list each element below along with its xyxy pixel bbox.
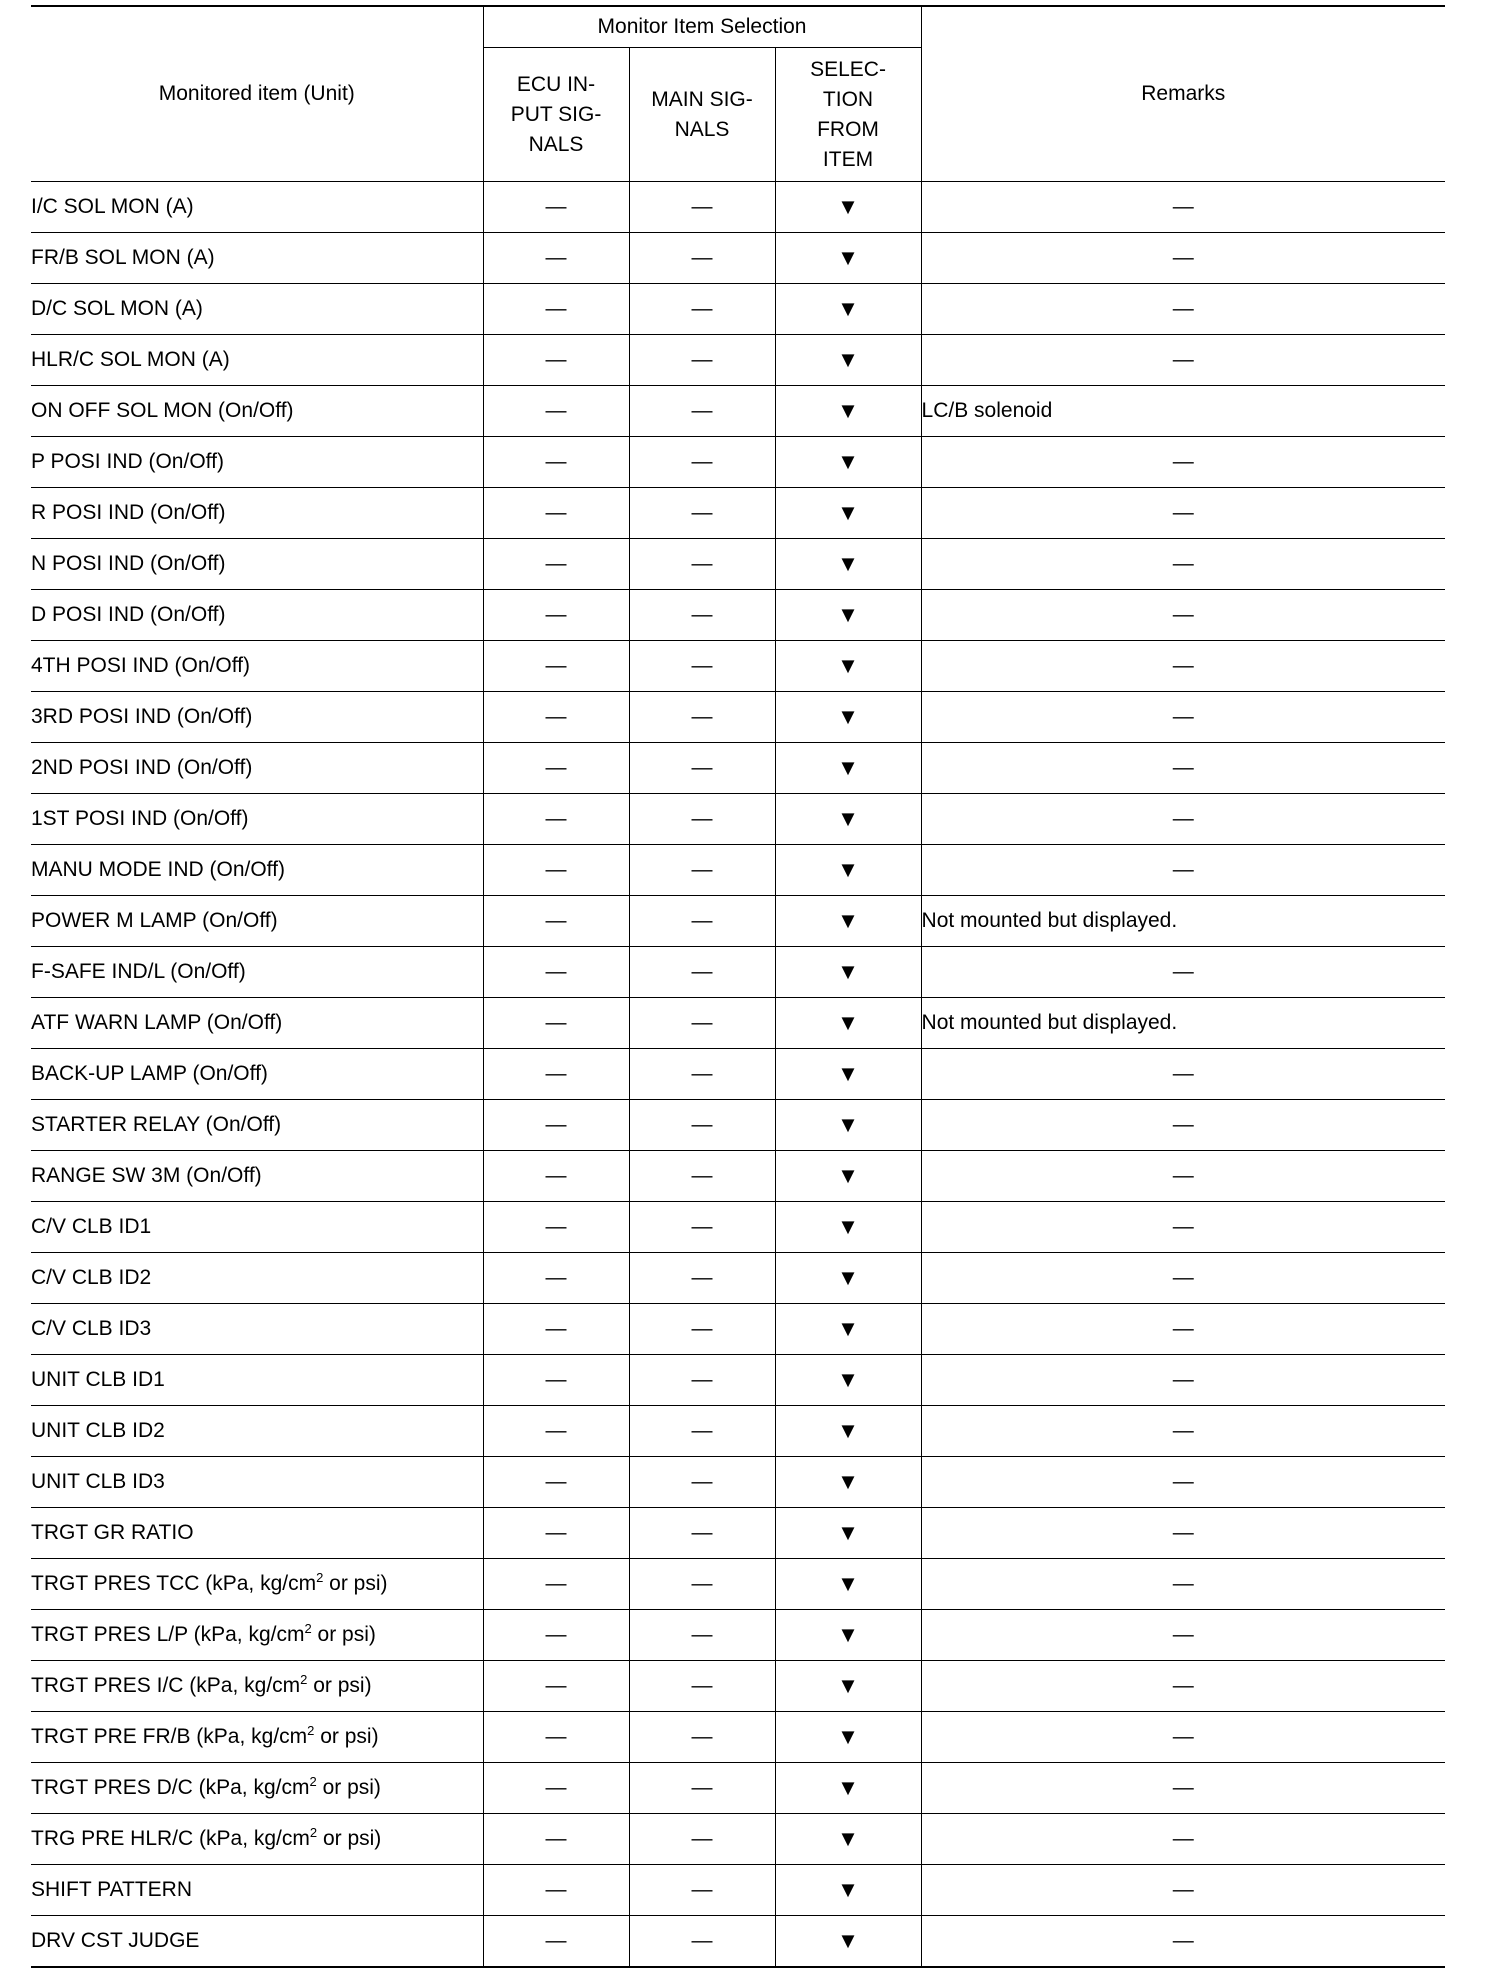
table-row [31,1916,1445,1968]
monitored-item-cell [31,947,483,998]
ecu-input-signals-cell: — [483,386,629,437]
monitored-item-label: N POSI IND (On/Off) [31,552,226,575]
monitored-item-cell [31,1457,483,1508]
remarks-cell: — [921,1814,1445,1865]
monitored-item-unit-suffix: or psi) [307,1674,372,1697]
main-signals-cell: — [629,1610,775,1661]
ecu-input-signals-cell: — [483,182,629,233]
selection-from-item-marker: ▼ [775,1865,921,1916]
main-signals-cell: — [629,998,775,1049]
selection-from-item-marker: ▼ [775,182,921,233]
monitored-item-label: C/V CLB ID2 [31,1266,152,1289]
table-row [31,1202,1445,1253]
selection-from-item-marker: ▼ [775,1253,921,1304]
monitored-item-label: D/C SOL MON (A) [31,297,203,320]
selection-from-item-marker: ▼ [775,641,921,692]
monitored-item-cell [31,1610,483,1661]
ecu-input-signals-cell: — [483,284,629,335]
monitored-item-unit-suffix: or psi) [316,1776,381,1799]
remarks-cell: — [921,743,1445,794]
header-remarks: Remarks [921,6,1445,182]
monitored-item-cell [31,1406,483,1457]
remarks-cell: — [921,1100,1445,1151]
main-signals-cell: — [629,1712,775,1763]
monitored-item-label: TRGT GR RATIO [31,1521,194,1544]
table-row [31,1559,1445,1610]
selection-from-item-marker: ▼ [775,386,921,437]
selection-from-item-marker: ▼ [775,896,921,947]
main-signals-cell: — [629,1559,775,1610]
monitored-item-label: D POSI IND (On/Off) [31,603,226,626]
remarks-cell: — [921,539,1445,590]
remarks-cell: — [921,1610,1445,1661]
selection-from-item-marker: ▼ [775,692,921,743]
ecu-input-signals-cell: — [483,641,629,692]
remarks-cell: — [921,641,1445,692]
monitored-item-label: TRG PRE HLR/C (kPa, kg/cm [31,1827,310,1850]
table-row [31,641,1445,692]
remarks-cell: — [921,488,1445,539]
unit-superscript: 2 [309,1825,318,1840]
monitored-item-cell [31,896,483,947]
monitored-item-cell [31,1865,483,1916]
remarks-cell: — [921,1865,1445,1916]
ecu-input-signals-cell: — [483,488,629,539]
header-ecu-input-signals [483,48,629,182]
table-row [31,947,1445,998]
table-row [31,845,1445,896]
table-row [31,1814,1445,1865]
main-signals-cell: — [629,947,775,998]
main-signals-cell: — [629,692,775,743]
ecu-input-signals-cell: — [483,896,629,947]
main-signals-cell: — [629,182,775,233]
table-row [31,1763,1445,1814]
remarks-cell: — [921,794,1445,845]
remarks-cell: — [921,182,1445,233]
main-signals-cell: — [629,1151,775,1202]
ecu-input-signals-cell: — [483,947,629,998]
header-main-signals [629,48,775,182]
ecu-input-signals-cell: — [483,1406,629,1457]
table-row [31,1865,1445,1916]
remarks-cell: — [921,1253,1445,1304]
selection-from-item-marker: ▼ [775,1151,921,1202]
monitored-item-label: C/V CLB ID1 [31,1215,152,1238]
header-selection-line: TION [822,87,874,111]
monitored-item-cell [31,641,483,692]
main-signals-cell: — [629,590,775,641]
selection-from-item-marker: ▼ [775,590,921,641]
ecu-input-signals-cell: — [483,590,629,641]
ecu-input-signals-cell: — [483,1457,629,1508]
monitored-item-label: FR/B SOL MON (A) [31,246,215,269]
main-signals-cell: — [629,1763,775,1814]
remarks-cell: — [921,1151,1445,1202]
ecu-input-signals-cell: — [483,794,629,845]
monitored-item-label: ATF WARN LAMP (On/Off) [31,1011,283,1034]
ecu-input-signals-cell: — [483,233,629,284]
monitored-item-label: SHIFT PATTERN [31,1878,193,1901]
monitored-item-cell [31,539,483,590]
monitored-item-unit-suffix: or psi) [323,1572,388,1595]
remarks-cell: — [921,1202,1445,1253]
remarks-cell: Not mounted but displayed. [921,998,1445,1049]
ecu-input-signals-cell: — [483,743,629,794]
main-signals-cell: — [629,743,775,794]
monitored-item-cell [31,1763,483,1814]
header-selection-from-item [775,48,921,182]
table-row [31,1508,1445,1559]
selection-from-item-marker: ▼ [775,1814,921,1865]
monitored-item-label: F-SAFE IND/L (On/Off) [31,960,246,983]
remarks-cell: — [921,1661,1445,1712]
table-row [31,896,1445,947]
monitored-item-cell [31,1100,483,1151]
monitored-item-label: MANU MODE IND (On/Off) [31,858,285,881]
selection-from-item-marker: ▼ [775,1202,921,1253]
selection-from-item-marker: ▼ [775,1763,921,1814]
remarks-cell: — [921,1406,1445,1457]
selection-from-item-marker: ▼ [775,1457,921,1508]
remarks-cell: — [921,1304,1445,1355]
selection-from-item-marker: ▼ [775,1304,921,1355]
monitored-item-label: 1ST POSI IND (On/Off) [31,807,249,830]
table-row [31,1661,1445,1712]
monitored-item-cell [31,1712,483,1763]
ecu-input-signals-cell: — [483,692,629,743]
monitored-item-cell [31,284,483,335]
monitored-item-cell [31,845,483,896]
ecu-input-signals-cell: — [483,1202,629,1253]
ecu-input-signals-cell: — [483,1304,629,1355]
table-row [31,488,1445,539]
remarks-cell: — [921,947,1445,998]
monitored-item-label: HLR/C SOL MON (A) [31,348,230,371]
monitored-item-cell [31,488,483,539]
monitored-item-cell [31,335,483,386]
main-signals-cell: — [629,1202,775,1253]
main-signals-cell: — [629,1865,775,1916]
ecu-input-signals-cell: — [483,1610,629,1661]
monitored-item-label: POWER M LAMP (On/Off) [31,909,278,932]
selection-from-item-marker: ▼ [775,488,921,539]
selection-from-item-marker: ▼ [775,998,921,1049]
main-signals-cell: — [629,233,775,284]
table-row [31,1100,1445,1151]
selection-from-item-marker: ▼ [775,1049,921,1100]
main-signals-cell: — [629,1508,775,1559]
monitored-item-label: STARTER RELAY (On/Off) [31,1113,282,1136]
ecu-input-signals-cell: — [483,539,629,590]
selection-from-item-marker: ▼ [775,1508,921,1559]
remarks-cell: — [921,1763,1445,1814]
main-signals-cell: — [629,1814,775,1865]
unit-superscript: 2 [304,1621,312,1636]
header-selection-line: FROM [817,117,879,141]
main-signals-cell: — [629,1457,775,1508]
monitored-item-cell [31,590,483,641]
selection-from-item-marker: ▼ [775,743,921,794]
ecu-input-signals-cell: — [483,998,629,1049]
header-selection-line: SELEC- [810,57,886,81]
main-signals-cell: — [629,1406,775,1457]
monitored-item-cell [31,1814,483,1865]
ecu-input-signals-cell: — [483,1508,629,1559]
ecu-input-signals-cell: — [483,1253,629,1304]
table-row [31,743,1445,794]
monitored-item-label: 3RD POSI IND (On/Off) [31,705,253,728]
table-row [31,998,1445,1049]
selection-from-item-marker: ▼ [775,845,921,896]
ecu-input-signals-cell: — [483,1049,629,1100]
table-row [31,284,1445,335]
monitored-item-label: ON OFF SOL MON (On/Off) [31,399,294,422]
ecu-input-signals-cell: — [483,437,629,488]
monitored-item-cell [31,1151,483,1202]
unit-superscript: 2 [300,1672,308,1687]
monitored-item-cell [31,794,483,845]
ecu-input-signals-cell: — [483,1355,629,1406]
monitored-item-cell [31,1355,483,1406]
selection-from-item-marker: ▼ [775,1406,921,1457]
ecu-input-signals-cell: — [483,1763,629,1814]
selection-from-item-marker: ▼ [775,1100,921,1151]
monitor-item-table [31,5,1445,1968]
main-signals-cell: — [629,539,775,590]
main-signals-cell: — [629,386,775,437]
monitored-item-label: R POSI IND (On/Off) [31,501,226,524]
main-signals-cell: — [629,641,775,692]
table-row [31,1712,1445,1763]
ecu-input-signals-cell: — [483,1712,629,1763]
monitored-item-cell [31,1559,483,1610]
monitored-item-cell [31,233,483,284]
selection-from-item-marker: ▼ [775,1712,921,1763]
header-selection-line: ITEM [822,147,874,171]
ecu-input-signals-cell: — [483,1100,629,1151]
selection-from-item-marker: ▼ [775,1355,921,1406]
selection-from-item-marker: ▼ [775,539,921,590]
monitored-item-label: DRV CST JUDGE [31,1929,200,1952]
remarks-cell: — [921,1559,1445,1610]
table-row [31,539,1445,590]
unit-superscript: 2 [307,1723,315,1738]
main-signals-cell: — [629,1355,775,1406]
table-row [31,1253,1445,1304]
remarks-cell: — [921,1508,1445,1559]
monitored-item-label: UNIT CLB ID3 [31,1470,165,1493]
main-signals-cell: — [629,1253,775,1304]
monitored-item-cell [31,1661,483,1712]
ecu-input-signals-cell: — [483,1865,629,1916]
main-signals-cell: — [629,1304,775,1355]
table-row [31,1355,1445,1406]
selection-from-item-marker: ▼ [775,947,921,998]
header-main-line: MAIN SIG- [651,87,753,111]
table-row [31,1304,1445,1355]
monitored-item-cell [31,1202,483,1253]
ecu-input-signals-cell: — [483,1814,629,1865]
main-signals-cell: — [629,794,775,845]
header-ecu-line: NALS [528,132,584,156]
remarks-cell: — [921,1049,1445,1100]
selection-from-item-marker: ▼ [775,1610,921,1661]
remarks-cell: — [921,1457,1445,1508]
monitored-item-label: TRGT PRES D/C (kPa, kg/cm [31,1776,310,1799]
remarks-cell: — [921,437,1445,488]
main-signals-cell: — [629,1100,775,1151]
main-signals-cell: — [629,1661,775,1712]
monitored-item-cell [31,998,483,1049]
monitored-item-unit-suffix: or psi) [314,1725,379,1748]
table-row [31,233,1445,284]
monitored-item-cell [31,1916,483,1968]
monitored-item-label: TRGT PRES I/C (kPa, kg/cm [31,1674,301,1697]
remarks-cell: — [921,692,1445,743]
main-signals-cell: — [629,335,775,386]
remarks-cell: — [921,335,1445,386]
monitored-item-cell [31,437,483,488]
monitored-item-cell [31,692,483,743]
ecu-input-signals-cell: — [483,1916,629,1968]
monitored-item-label: TRGT PRE FR/B (kPa, kg/cm [31,1725,308,1748]
table-row [31,1406,1445,1457]
ecu-input-signals-cell: — [483,335,629,386]
table-row [31,1151,1445,1202]
main-signals-cell: — [629,437,775,488]
monitored-item-cell [31,182,483,233]
header-main-line: NALS [674,117,730,141]
remarks-cell: — [921,1355,1445,1406]
monitored-item-cell [31,1304,483,1355]
monitored-item-cell [31,386,483,437]
monitored-item-label: C/V CLB ID3 [31,1317,152,1340]
monitored-item-label: TRGT PRES L/P (kPa, kg/cm [31,1623,305,1646]
remarks-cell: — [921,233,1445,284]
monitored-item-cell [31,1508,483,1559]
monitored-item-cell [31,1049,483,1100]
remarks-cell: — [921,845,1445,896]
monitored-item-label: P POSI IND (On/Off) [31,450,224,473]
main-signals-cell: — [629,845,775,896]
table-row [31,794,1445,845]
selection-from-item-marker: ▼ [775,1559,921,1610]
remarks-cell: LC/B solenoid [921,386,1445,437]
selection-from-item-marker: ▼ [775,335,921,386]
monitored-item-label: UNIT CLB ID2 [31,1419,165,1442]
table-row [31,1049,1445,1100]
table-body [31,182,1445,1968]
selection-from-item-marker: ▼ [775,437,921,488]
main-signals-cell: — [629,284,775,335]
selection-from-item-marker: ▼ [775,233,921,284]
monitored-item-unit-suffix: or psi) [311,1623,376,1646]
remarks-cell: — [921,1916,1445,1968]
table-row [31,692,1445,743]
monitored-item-label: UNIT CLB ID1 [31,1368,165,1391]
monitored-item-label: TRGT PRES TCC (kPa, kg/cm [31,1572,317,1595]
monitored-item-label: RANGE SW 3M (On/Off) [31,1164,262,1187]
unit-superscript: 2 [309,1774,317,1789]
table-row [31,590,1445,641]
ecu-input-signals-cell: — [483,1151,629,1202]
monitored-item-label: I/C SOL MON (A) [31,195,194,218]
header-monitored-item: Monitored item (Unit) [31,6,483,182]
header-ecu-line: PUT SIG- [510,102,602,126]
unit-superscript: 2 [316,1570,324,1585]
remarks-cell: — [921,1712,1445,1763]
table-row [31,437,1445,488]
remarks-cell: — [921,284,1445,335]
monitored-item-label: BACK-UP LAMP (On/Off) [31,1062,268,1085]
header-monitor-item-selection: Monitor Item Selection [483,6,921,48]
selection-from-item-marker: ▼ [775,1661,921,1712]
ecu-input-signals-cell: — [483,845,629,896]
monitored-item-label: 4TH POSI IND (On/Off) [31,654,250,677]
ecu-input-signals-cell: — [483,1559,629,1610]
monitored-item-cell [31,1253,483,1304]
selection-from-item-marker: ▼ [775,284,921,335]
monitored-item-label: 2ND POSI IND (On/Off) [31,756,253,779]
selection-from-item-marker: ▼ [775,1916,921,1968]
main-signals-cell: — [629,1049,775,1100]
main-signals-cell: — [629,488,775,539]
table-row [31,335,1445,386]
remarks-cell: Not mounted but displayed. [921,896,1445,947]
monitored-item-cell [31,743,483,794]
monitored-item-unit-suffix: or psi) [317,1827,382,1850]
main-signals-cell: — [629,1916,775,1968]
remarks-cell: — [921,590,1445,641]
selection-from-item-marker: ▼ [775,794,921,845]
table-row [31,182,1445,233]
ecu-input-signals-cell: — [483,1661,629,1712]
header-ecu-line: ECU IN- [516,72,596,96]
table-row [31,1457,1445,1508]
main-signals-cell: — [629,896,775,947]
table-row [31,1610,1445,1661]
table-row [31,386,1445,437]
